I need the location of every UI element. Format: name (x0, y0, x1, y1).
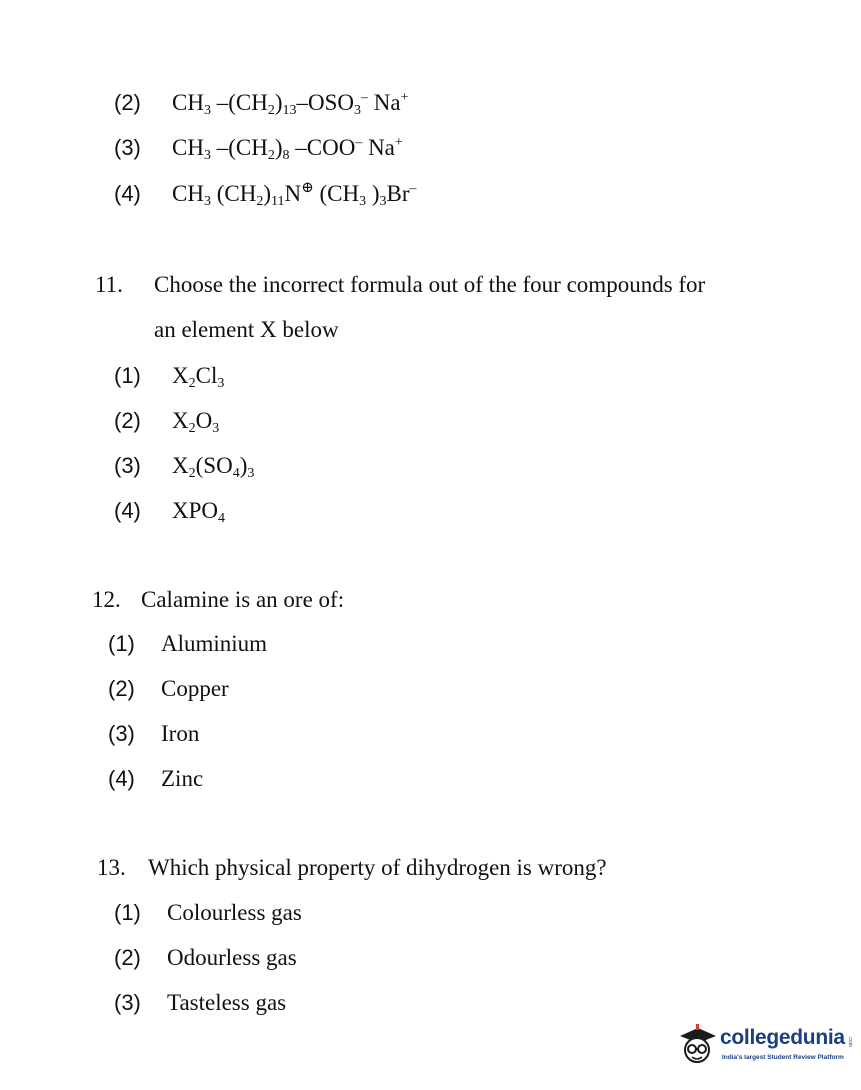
option-label: (2) (108, 676, 135, 701)
collegedunia-watermark (676, 1022, 851, 1072)
option-label: (2) (114, 90, 141, 115)
brand-tagline: India's largest Student Review Platform (722, 1054, 844, 1061)
option-formula: $X_2Cl_3$ (172, 363, 225, 391)
brand-name: collegedunia (720, 1026, 845, 1049)
question-number: 13. (97, 855, 126, 880)
q13-option-3 (114, 989, 287, 1017)
option-formula: $XPO_4$ (172, 498, 226, 526)
q11-option-3 (114, 452, 255, 481)
option-formula: $CH_3$ $-(CH_2)_{13}-OSO_3^-$ Na+ (172, 90, 409, 118)
option-label: (3) (108, 721, 135, 746)
question-text: Choose the incorrect formula out of the four compounds for (154, 272, 706, 297)
question-text: Calamine is an ore of: (141, 587, 345, 612)
brand-domain-suffix: .com (847, 1036, 853, 1047)
q12-option-4 (108, 765, 204, 793)
q13-option-2 (114, 944, 297, 972)
option-label: (2) (114, 408, 141, 433)
option-label: (3) (114, 135, 141, 160)
q11-stem-line1 (95, 271, 706, 299)
option-label: (4) (114, 498, 141, 523)
option-label: (3) (114, 453, 141, 478)
option-text: Aluminium (161, 631, 268, 656)
q12-option-3 (108, 720, 200, 748)
q11-option-2 (114, 407, 220, 436)
positive-charge-symbol: ⊕ (301, 180, 314, 196)
q12-option-1 (108, 630, 268, 658)
option-label: (3) (114, 990, 141, 1015)
q11-option-1 (114, 362, 225, 391)
option-label: (1) (114, 900, 141, 925)
option-formula: $X_2O_3$ (172, 408, 220, 436)
question-number: 11. (95, 272, 123, 297)
option-text: Iron (161, 721, 200, 746)
q12-option-2 (108, 675, 229, 703)
q13-stem (97, 854, 607, 882)
q12-stem (92, 586, 345, 614)
option-label: (4) (114, 181, 141, 206)
q13-option-1 (114, 899, 302, 927)
option-label: (1) (108, 631, 135, 656)
option-formula: $X_2(SO_4)_3$ (172, 453, 255, 481)
question-number: 12. (92, 587, 121, 612)
q10-option-4 (114, 180, 417, 209)
question-text: an element X below (154, 317, 339, 342)
option-label: (2) (114, 945, 141, 970)
option-text: Colourless gas (167, 900, 302, 925)
option-formula: $CH_3$ $-(CH_2)_8$ –COO– Na+ (172, 135, 403, 163)
q11-stem-line2 (154, 316, 339, 344)
q11-option-4 (114, 497, 226, 526)
option-formula: $CH_3$ $(CH_2)_{11}N^\oplus$ ($CH_3$ )$_3Br^-$ (172, 180, 417, 209)
option-text: Odourless gas (167, 945, 297, 970)
option-text: Tasteless gas (167, 990, 287, 1015)
option-label: (1) (114, 363, 141, 388)
question-text: Which physical property of dihydrogen is wrong? (148, 855, 607, 880)
option-text: Zinc (161, 766, 204, 791)
q10-option-3 (114, 134, 403, 163)
option-text: Copper (161, 676, 229, 701)
graduate-mascot-icon (676, 1022, 720, 1068)
q10-option-2 (114, 89, 409, 118)
option-label: (4) (108, 766, 135, 791)
